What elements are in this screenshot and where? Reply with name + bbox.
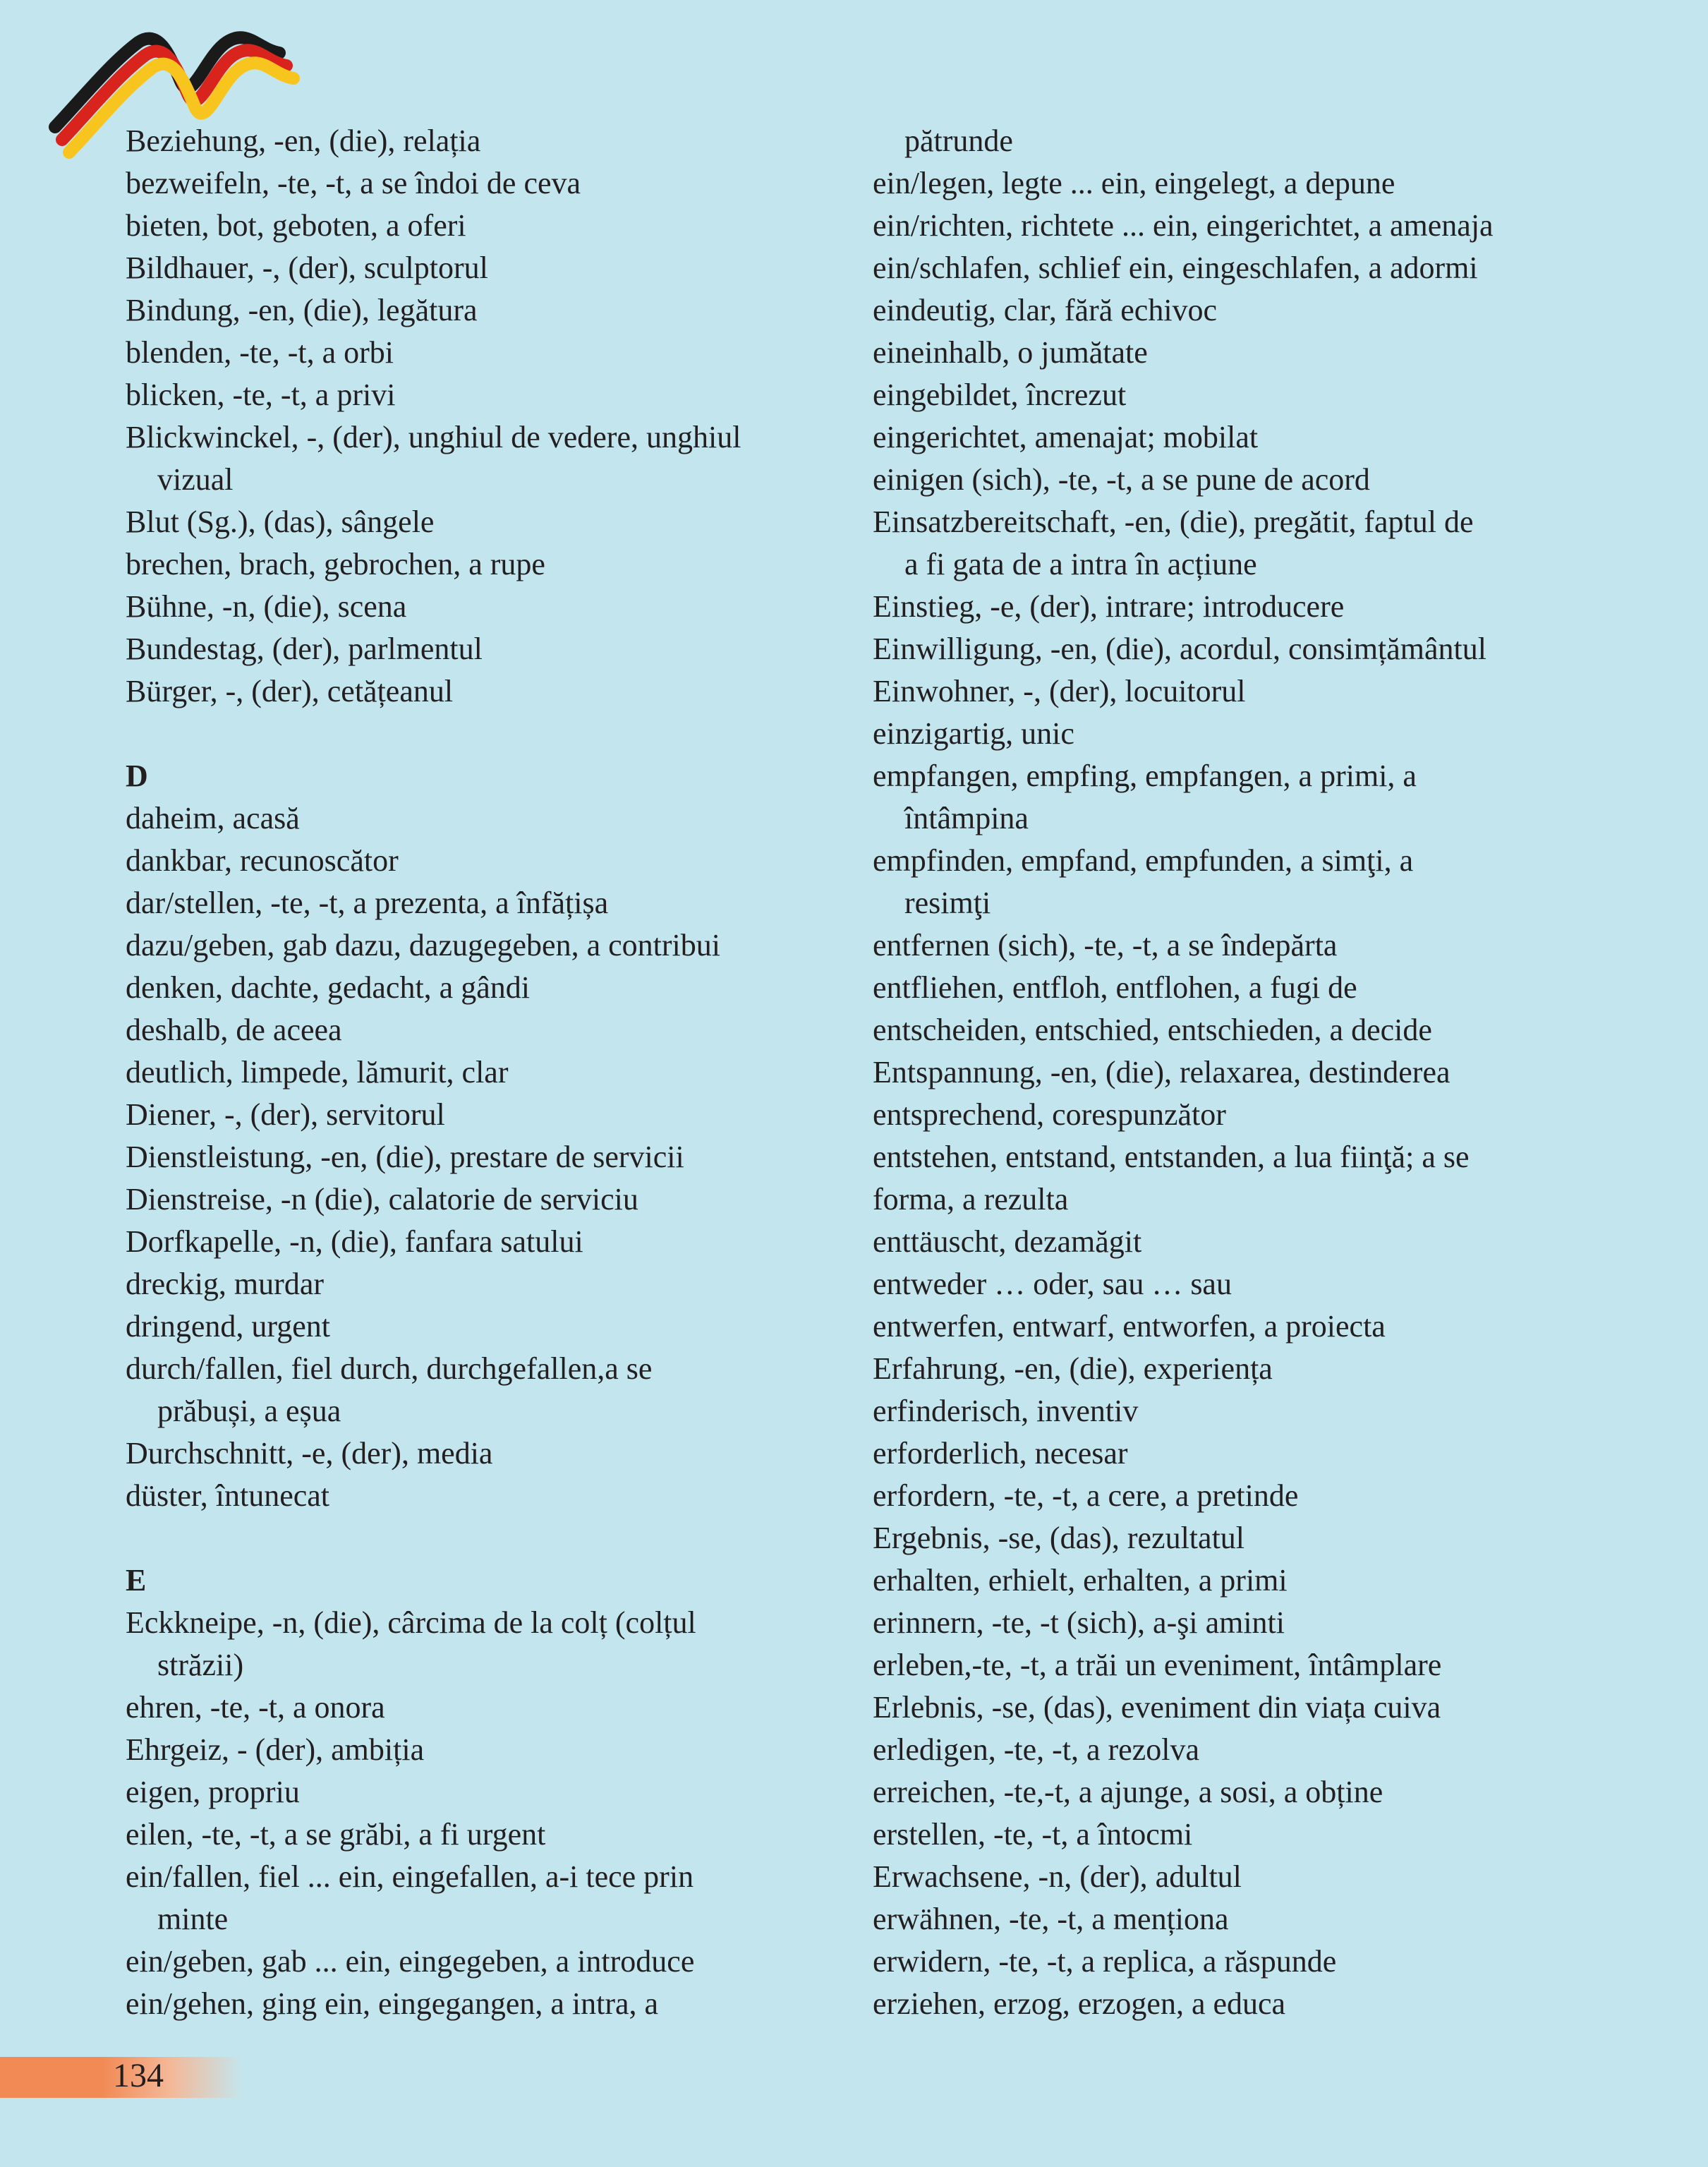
glossary-entry: erreichen, -te,-t, a ajunge, a sosi, a obține (873, 1775, 1383, 1809)
glossary-entry: Durchschnitt, -e, (der), media (126, 1436, 493, 1471)
glossary-entry: Einwohner, -, (der), locuitorul (873, 674, 1246, 708)
glossary-entry: dazu/geben, gab dazu, dazugegeben, a contribui (126, 928, 720, 962)
glossary-entry: erwähnen, -te, -t, a menționa (873, 1902, 1229, 1936)
glossary-entry: deutlich, limpede, lămurit, clar (126, 1055, 509, 1089)
glossary-entry: dreckig, murdar (126, 1267, 324, 1301)
glossary-entry: blicken, -te, -t, a privi (126, 378, 396, 412)
glossary-entry: eigen, propriu (126, 1775, 300, 1809)
glossary-entry: Bühne, -n, (die), scena (126, 589, 407, 624)
glossary-entry: ein/richten, richtete ... ein, eingerichtet, a amenaja (873, 208, 1494, 243)
glossary-entry: erhalten, erhielt, erhalten, a primi (873, 1563, 1288, 1598)
glossary-entry: düster, întunecat (126, 1478, 330, 1513)
glossary-entry: Einstieg, -e, (der), intrare; introducere (873, 589, 1345, 624)
glossary-entry: erleben,-te, -t, a trăi un eveniment, întâmplare (873, 1648, 1442, 1682)
glossary-entry: entstehen, entstand, entstanden, a lua fiinţă; a se (873, 1140, 1470, 1174)
glossary-entry: entsprechend, corespunzător (873, 1097, 1226, 1132)
glossary-entry: eilen, -te, -t, a se grăbi, a fi urgent (126, 1817, 546, 1852)
glossary-entry: Ehrgeiz, - (der), ambiția (126, 1732, 425, 1767)
left-column (126, 120, 831, 2025)
glossary-entry: brechen, brach, gebrochen, a rupe (126, 547, 545, 581)
glossary-entry: ein/schlafen, schlief ein, eingeschlafen, a adormi (873, 250, 1478, 285)
glossary-entry: erziehen, erzog, erzogen, a educa (873, 1986, 1286, 2021)
glossary-entry: bieten, bot, geboten, a oferi (126, 208, 466, 243)
glossary-entry: eineinhalb, o jumătate (873, 335, 1148, 370)
glossary-entry: einigen (sich), -te, -t, a se pune de acord (873, 462, 1370, 497)
glossary-entry: Erlebnis, -se, (das), eveniment din viața cuiva (873, 1690, 1441, 1725)
glossary-entry: erstellen, -te, -t, a întocmi (873, 1817, 1193, 1852)
glossary-entry-continuation: pătrunde (904, 123, 1013, 158)
glossary-entry: Einwilligung, -en, (die), acordul, consimțământul (873, 632, 1487, 666)
glossary-entry: erforderlich, necesar (873, 1436, 1128, 1471)
glossary-entry: enttäuscht, dezamăgit (873, 1224, 1142, 1259)
glossary-entry-continuation: prăbuși, a eșua (157, 1394, 341, 1428)
glossary-entry-continuation: întâmpina (904, 801, 1029, 835)
glossary-entry: empfinden, empfand, empfunden, a simţi, a (873, 843, 1414, 878)
glossary-entry: durch/fallen, fiel durch, durchgefallen,a se (126, 1351, 653, 1386)
glossary-entry: entfliehen, entfloh, entflohen, a fugi de (873, 970, 1357, 1005)
glossary-entry: Dorfkapelle, -n, (die), fanfara satului (126, 1224, 583, 1259)
glossary-entry: Ergebnis, -se, (das), rezultatul (873, 1521, 1245, 1555)
glossary-entry: dringend, urgent (126, 1309, 331, 1344)
glossary-entry: entwerfen, entwarf, entworfen, a proiecta (873, 1309, 1386, 1344)
page-number: 134 (113, 2057, 164, 2094)
glossary-entry-continuation: vizual (157, 462, 234, 497)
right-column (873, 120, 1656, 2025)
section-gap (126, 1517, 831, 1559)
glossary-entry: entweder … oder, sau … sau (873, 1267, 1232, 1301)
glossary-entry: dankbar, recunoscător (126, 843, 399, 878)
glossary-entry: Einsatzbereitschaft, -en, (die), pregătit, faptul de (873, 505, 1474, 539)
glossary-entry: daheim, acasă (126, 801, 300, 835)
glossary-entry: Beziehung, -en, (die), relația (126, 123, 481, 158)
glossary-entry: denken, dachte, gedacht, a gândi (126, 970, 530, 1005)
glossary-entry: erfinderisch, inventiv (873, 1394, 1139, 1428)
glossary-entry-continuation: a fi gata de a intra în acțiune (904, 547, 1257, 581)
section-letter: E (126, 1563, 147, 1598)
glossary-entry: erledigen, -te, -t, a rezolva (873, 1732, 1199, 1767)
glossary-entry: erwidern, -te, -t, a replica, a răspunde (873, 1944, 1337, 1979)
glossary-entry: eingebildet, încrezut (873, 378, 1127, 412)
glossary-entry: Bürger, -, (der), cetățeanul (126, 674, 454, 708)
section-gap (126, 713, 831, 755)
glossary-entry: Erfahrung, -en, (die), experiența (873, 1351, 1273, 1386)
glossary-entry: Blut (Sg.), (das), sângele (126, 505, 435, 539)
glossary-entry: forma, a rezulta (873, 1182, 1069, 1217)
glossary-entry: blenden, -te, -t, a orbi (126, 335, 394, 370)
glossary-entry: Bildhauer, -, (der), sculptorul (126, 250, 488, 285)
glossary-entry: entscheiden, entschied, entschieden, a decide (873, 1013, 1432, 1047)
section-letter: D (126, 759, 148, 793)
glossary-entry-continuation: minte (157, 1902, 229, 1936)
glossary-entry: Bundestag, (der), parlmentul (126, 632, 483, 666)
glossary-entry: empfangen, empfing, empfangen, a primi, a (873, 759, 1417, 793)
glossary-entry: ein/geben, gab ... ein, eingegeben, a introduce (126, 1944, 695, 1979)
glossary-entry: bezweifeln, -te, -t, a se îndoi de ceva (126, 166, 581, 200)
glossary-entry: Diener, -, (der), servitorul (126, 1097, 445, 1132)
glossary-entry-continuation: străzii) (157, 1648, 244, 1682)
glossary-entry: ein/legen, legte ... ein, eingelegt, a depune (873, 166, 1395, 200)
glossary-entry: Erwachsene, -n, (der), adultul (873, 1859, 1242, 1894)
glossary-entry: Entspannung, -en, (die), relaxarea, destinderea (873, 1055, 1450, 1089)
glossary-entry: erfordern, -te, -t, a cere, a pretinde (873, 1478, 1299, 1513)
glossary-entry: einzigartig, unic (873, 716, 1074, 751)
glossary-entry: deshalb, de aceea (126, 1013, 342, 1047)
glossary-entry: ein/fallen, fiel ... ein, eingefallen, a-i tece prin (126, 1859, 694, 1894)
glossary-entry: Bindung, -en, (die), legătura (126, 293, 478, 327)
glossary-entry: entfernen (sich), -te, -t, a se îndepărta (873, 928, 1338, 962)
glossary-entry: Dienstleistung, -en, (die), prestare de servicii (126, 1140, 684, 1174)
glossary-entry: dar/stellen, -te, -t, a prezenta, a înfățișa (126, 886, 609, 920)
glossary-entry: ein/gehen, ging ein, eingegangen, a intra, a (126, 1986, 659, 2021)
glossary-entry: eingerichtet, amenajat; mobilat (873, 420, 1259, 454)
glossary-entry: Dienstreise, -n (die), calatorie de serviciu (126, 1182, 638, 1217)
glossary-entry: Blickwinckel, -, (der), unghiul de vedere, unghiul (126, 420, 741, 454)
glossary-entry: eindeutig, clar, fără echivoc (873, 293, 1218, 327)
glossary-entry: ehren, -te, -t, a onora (126, 1690, 385, 1725)
glossary-entry-continuation: resimţi (904, 886, 991, 920)
glossary-entry: Eckkneipe, -n, (die), cârcima de la colț (colțul (126, 1605, 696, 1640)
glossary-entry: erinnern, -te, -t (sich), a-şi aminti (873, 1605, 1285, 1640)
